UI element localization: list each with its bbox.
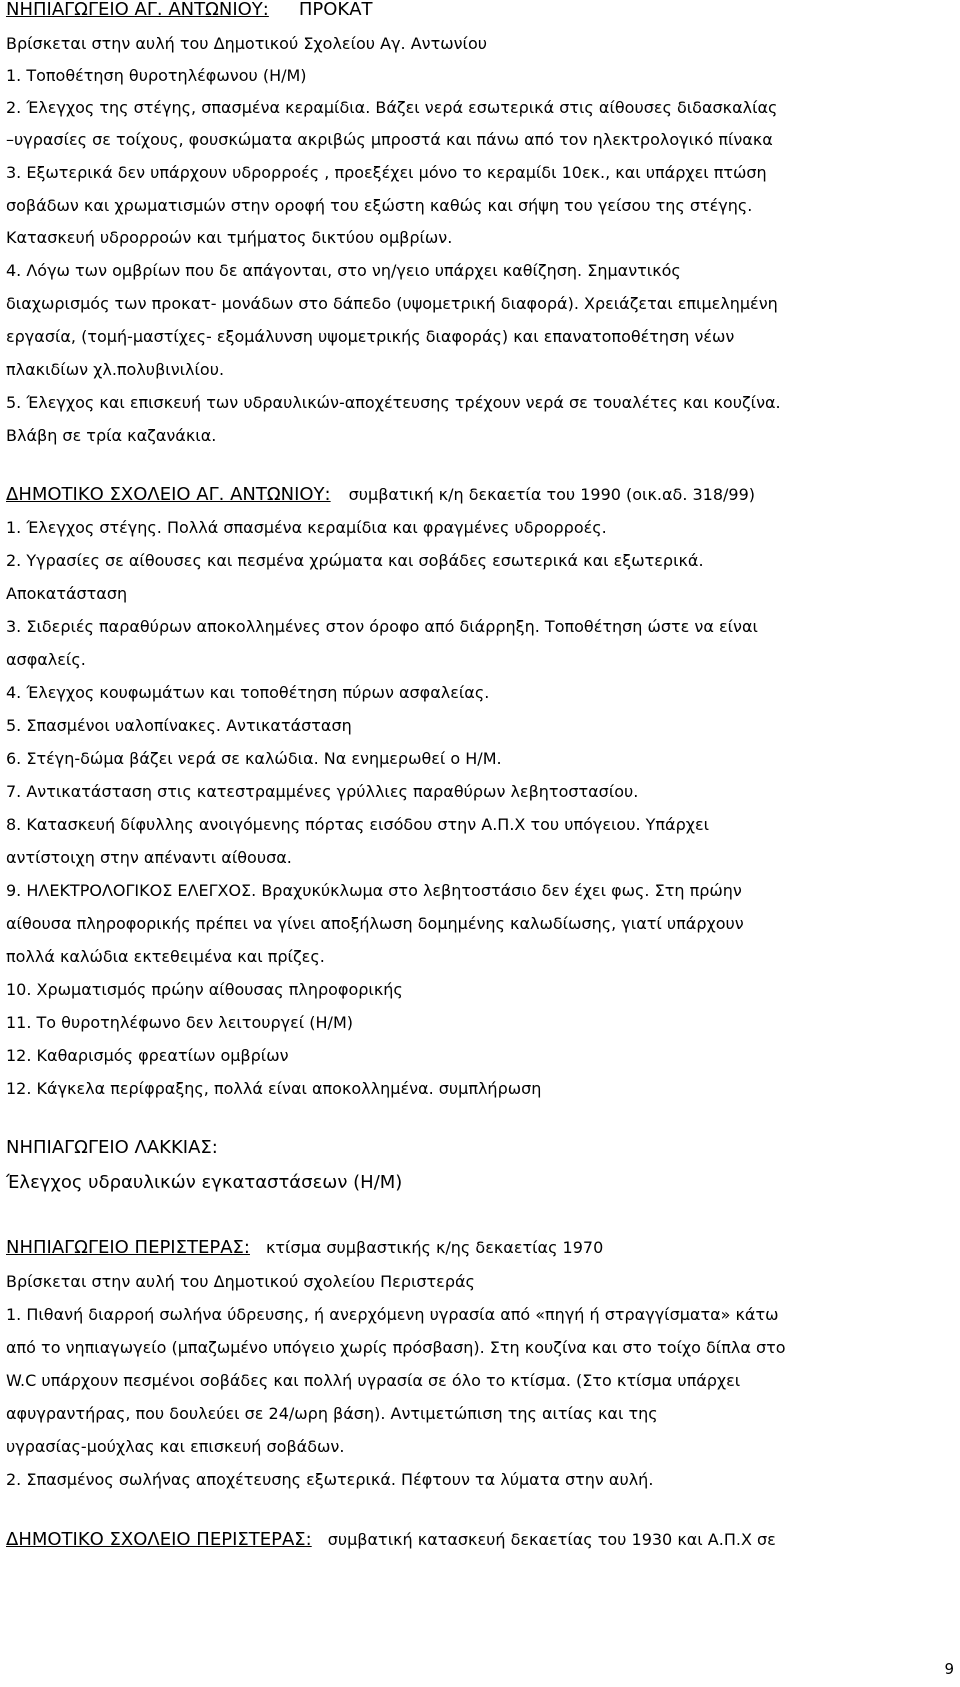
list-item: αντίστοιχη στην απέναντι αίθουσα. xyxy=(6,848,292,867)
list-item: 9. ΗΛΕΚΤΡΟΛΟΓΙΚΟΣ ΕΛΕΓΧΟΣ. Βραχυκύκλωμα στο λεβητοστάσιο δεν έχει φως. Στη πρώην xyxy=(6,881,742,900)
list-item: 6. Στέγη-δώμα βάζει νερά σε καλώδια. Να ενημερωθεί ο Η/Μ. xyxy=(6,749,502,768)
list-item: αφυγραντήρας, που δουλεύει σε 24/ωρη βάση). Αντιμετώπιση της αιτίας και της xyxy=(6,1404,658,1423)
list-item: 3. Σιδεριές παραθύρων αποκολλημένες στον όροφο από διάρρηξη. Τοποθέτηση ώστε να είναι xyxy=(6,617,758,636)
list-item: 11. Το θυροτηλέφωνο δεν λειτουργεί (Η/Μ) xyxy=(6,1013,353,1032)
list-item: Αποκατάσταση xyxy=(6,584,128,603)
heading-note: συμβατική κατασκευή δεκαετίας του 1930 και Α.Π.Χ σε xyxy=(327,1530,776,1549)
heading-note: συμβατική κ/η δεκαετία του 1990 (οικ.αδ. 318/99) xyxy=(348,485,756,504)
list-item: 2. Έλεγχος της στέγης, σπασμένα κεραμίδια. Βάζει νερά εσωτερικά στις αίθουσες διδασκαλίας xyxy=(6,98,778,117)
list-item: 4. Έλεγχος κουφωμάτων και τοποθέτηση πύρων ασφαλείας. xyxy=(6,683,490,702)
list-item: εργασία, (τομή-μαστίχες- εξομάλυνση υψομετρικής διαφοράς) και επανατοποθέτηση νέων xyxy=(6,327,735,346)
section-heading-kindergarten-agantonios xyxy=(6,0,373,20)
location-line: Βρίσκεται στην αυλή του Δημοτικού Σχολείου Αγ. Αντωνίου xyxy=(6,34,488,53)
heading-title: ΝΗΠΙΑΓΩΓΕΙΟ ΑΓ. ΑΝΤΩΝΙΟΥ: xyxy=(6,0,269,20)
list-item: υγρασίας-μούχλας και επισκευή σοβάδων. xyxy=(6,1437,345,1456)
list-item: 1. Έλεγχος στέγης. Πολλά σπασμένα κεραμίδια και φραγμένες υδρορροές. xyxy=(6,518,607,537)
list-item: –υγρασίες σε τοίχους, φουσκώματα ακριβώς μπροστά και πάνω από τον ηλεκτρολογικό πίνακα xyxy=(6,130,773,149)
list-item: 7. Αντικατάσταση στις κατεστραμμένες γρύλλιες παραθύρων λεβητοστασίου. xyxy=(6,782,639,801)
list-item: 12. Καθαρισμός φρεατίων ομβρίων xyxy=(6,1046,289,1065)
list-item: 1. Τοποθέτηση θυροτηλέφωνου (Η/Μ) xyxy=(6,66,307,85)
list-item: 5. Έλεγχος και επισκευή των υδραυλικών-αποχέτευσης τρέχουν νερά σε τουαλέτες και κουζίνα. xyxy=(6,393,781,412)
list-item: Βλάβη σε τρία καζανάκια. xyxy=(6,426,217,445)
location-line: Βρίσκεται στην αυλή του Δημοτικού σχολείου Περιστεράς xyxy=(6,1272,475,1291)
section-heading-kindergarten-lakkias: ΝΗΠΙΑΓΩΓΕΙΟ ΛΑΚΚΙΑΣ: xyxy=(6,1137,218,1158)
section-heading-school-peristeras xyxy=(6,1530,776,1550)
list-item: 8. Κατασκευή δίφυλλης ανοιγόμενης πόρτας εισόδου στην Α.Π.Χ του υπόγειου. Υπάρχει xyxy=(6,815,710,834)
list-item: από το νηπιαγωγείο (μπαζωμένο υπόγειο χωρίς πρόσβαση). Στη κουζίνα και στο τοίχο δίπλα στο xyxy=(6,1338,786,1357)
list-item: 4. Λόγω των ομβρίων που δε απάγονται, στο νη/γειο υπάρχει καθίζηση. Σημαντικός xyxy=(6,261,681,280)
list-item: 3. Εξωτερικά δεν υπάρχουν υδρορροές , προεξέχει μόνο το κεραμίδι 10εκ., και υπάρχει πτώση xyxy=(6,163,767,182)
list-item: ασφαλείς. xyxy=(6,650,86,669)
list-item: W.C υπάρχουν πεσμένοι σοβάδες και πολλή υγρασία σε όλο το κτίσμα. (Στο κτίσμα υπάρχει xyxy=(6,1371,741,1390)
list-item: 1. Πιθανή διαρροή σωλήνα ύδρευσης, ή ανερχόμενη υγρασία από «πηγή ή στραγγίσματα» κάτω xyxy=(6,1305,779,1324)
heading-title: ΔΗΜΟΤΙΚΟ ΣΧΟΛΕΙΟ ΠΕΡΙΣΤΕΡΑΣ: xyxy=(6,1529,312,1550)
list-item: σοβάδων και χρωματισμών στην οροφή του εξώστη καθώς και σήψη του γείσου της στέγης. xyxy=(6,196,753,215)
list-item: 5. Σπασμένοι υαλοπίνακες. Αντικατάσταση xyxy=(6,716,352,735)
list-item: 2. Σπασμένος σωλήνας αποχέτευσης εξωτερικά. Πέφτουν τα λύματα στην αυλή. xyxy=(6,1470,654,1489)
list-item: αίθουσα πληροφορικής πρέπει να γίνει αποξήλωση δομημένης καλωδίωσης, γιατί υπάρχουν xyxy=(6,914,744,933)
list-item: διαχωρισμός των προκατ- μονάδων στο δάπεδο (υψομετρική διαφορά). Χρειάζεται επιμελημένη xyxy=(6,294,778,313)
heading-note: κτίσμα συμβαστικής κ/ης δεκαετίας 1970 xyxy=(265,1238,604,1257)
section-heading-kindergarten-peristeras xyxy=(6,1238,603,1258)
page-number: 9 xyxy=(944,1660,954,1678)
list-item: 10. Χρωματισμός πρώην αίθουσας πληροφορικής xyxy=(6,980,403,999)
list-item: Έλεγχος υδραυλικών εγκαταστάσεων (Η/Μ) xyxy=(6,1172,403,1193)
section-heading-school-agantonios xyxy=(6,485,755,505)
list-item: Κατασκευή υδρορροών και τμήματος δικτύου ομβρίων. xyxy=(6,228,453,247)
heading-title: ΝΗΠΙΑΓΩΓΕΙΟ ΠΕΡΙΣΤΕΡΑΣ: xyxy=(6,1237,250,1258)
heading-note: ΠΡΟΚΑΤ xyxy=(298,0,373,20)
list-item: πολλά καλώδια εκτεθειμένα και πρίζες. xyxy=(6,947,325,966)
list-item: πλακιδίων χλ.πολυβινιλίου. xyxy=(6,360,225,379)
list-item: 2. Υγρασίες σε αίθουσες και πεσμένα χρώματα και σοβάδες εσωτερικά και εξωτερικά. xyxy=(6,551,704,570)
heading-title: ΔΗΜΟΤΙΚΟ ΣΧΟΛΕΙΟ ΑΓ. ΑΝΤΩΝΙΟΥ: xyxy=(6,484,331,505)
list-item: 12. Κάγκελα περίφραξης, πολλά είναι αποκολλημένα. συμπλήρωση xyxy=(6,1079,542,1098)
